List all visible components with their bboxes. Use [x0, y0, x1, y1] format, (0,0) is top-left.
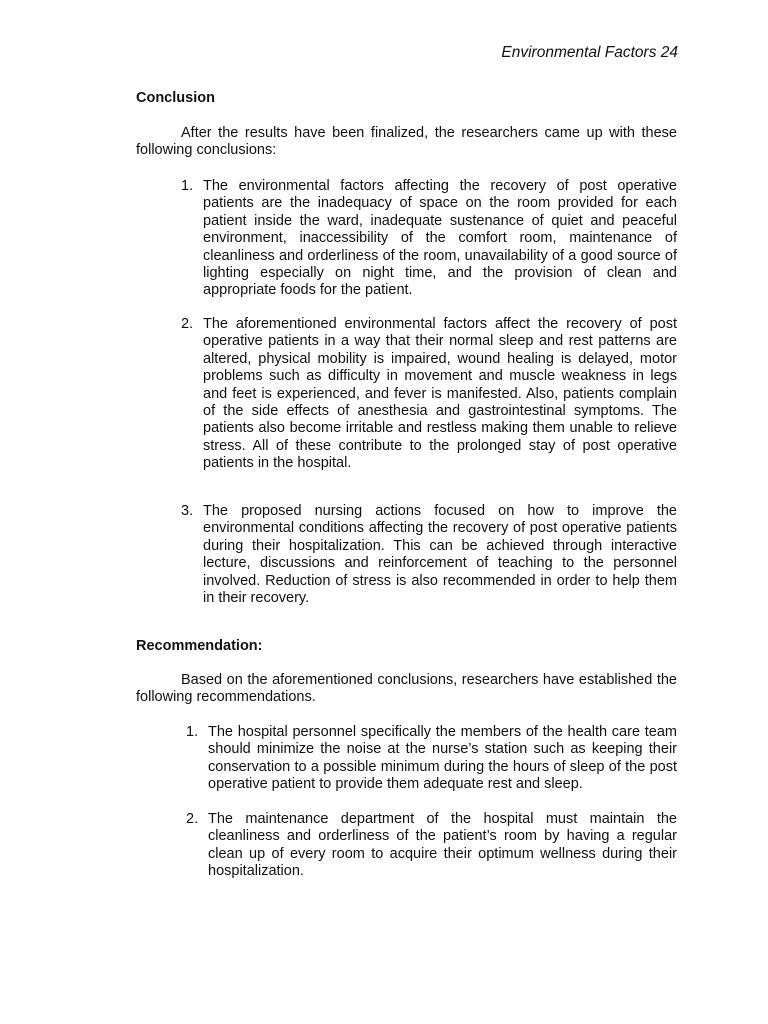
list-number: 1. — [186, 724, 199, 740]
conclusion-item-3 — [181, 503, 677, 607]
recommendation-heading: Recommendation: — [136, 638, 263, 654]
list-text: The proposed nursing actions focused on how to improve the environmental conditions affecting the recovery of post operative patients during their hospitalization. This can be achieved through interactive lecture, discussions and reinforcement of teaching to the personnel involved. Reduction of stress is also recommended in order to help them in their recovery. — [203, 503, 677, 607]
list-number: 2. — [186, 811, 199, 827]
list-number: 2. — [181, 316, 194, 332]
conclusion-item-1 — [181, 178, 677, 300]
conclusion-intro: After the results have been finalized, the researchers came up with these following conclusions: — [136, 125, 677, 159]
running-head: Environmental Factors 24 — [501, 44, 678, 61]
list-text: The environmental factors affecting the recovery of post operative patients are the inadequacy of space on the room provided for each patient inside the ward, inadequate sustenance of quiet and peaceful environment, inaccessibility of the comfort room, maintenance of cleanliness and orderliness of the room, unavailability of a good source of lighting especially on night time, and the provision of clean and appropriate foods for the patient. — [203, 178, 677, 299]
conclusion-heading: Conclusion — [136, 90, 215, 106]
list-text: The maintenance department of the hospital must maintain the cleanliness and orderliness of the patient’s room by having a regular clean up of every room to acquire their optimum wellness during their hospitalization. — [208, 811, 677, 880]
recommendation-intro: Based on the aforementioned conclusions, researchers have established the following recommendations. — [136, 672, 677, 706]
list-number: 1. — [181, 178, 194, 194]
conclusion-item-2 — [181, 316, 677, 473]
recommendation-item-1 — [186, 724, 677, 794]
recommendation-item-2 — [186, 811, 677, 881]
list-number: 3. — [181, 503, 194, 519]
list-text: The aforementioned environmental factors affect the recovery of post operative patients in a way that their normal sleep and rest patterns are altered, physical mobility is impaired, wound healing is delayed, motor problems such as difficulty in movement and muscle weakness in legs and feet is experienced, and fever is manifested. Also, patients complain of the side effects of anesthesia and gastrointestinal symptoms. The patients also become irritable and restless making them unable to relieve stress. All of these contribute to the prolonged stay of post operative patients in the hospital. — [203, 316, 677, 472]
list-text: The hospital personnel specifically the members of the health care team should minimize the noise at the nurse’s station such as keeping their conservation to a possible minimum during the hours of sleep of the post operative patient to provide them adequate rest and sleep. — [208, 724, 677, 793]
